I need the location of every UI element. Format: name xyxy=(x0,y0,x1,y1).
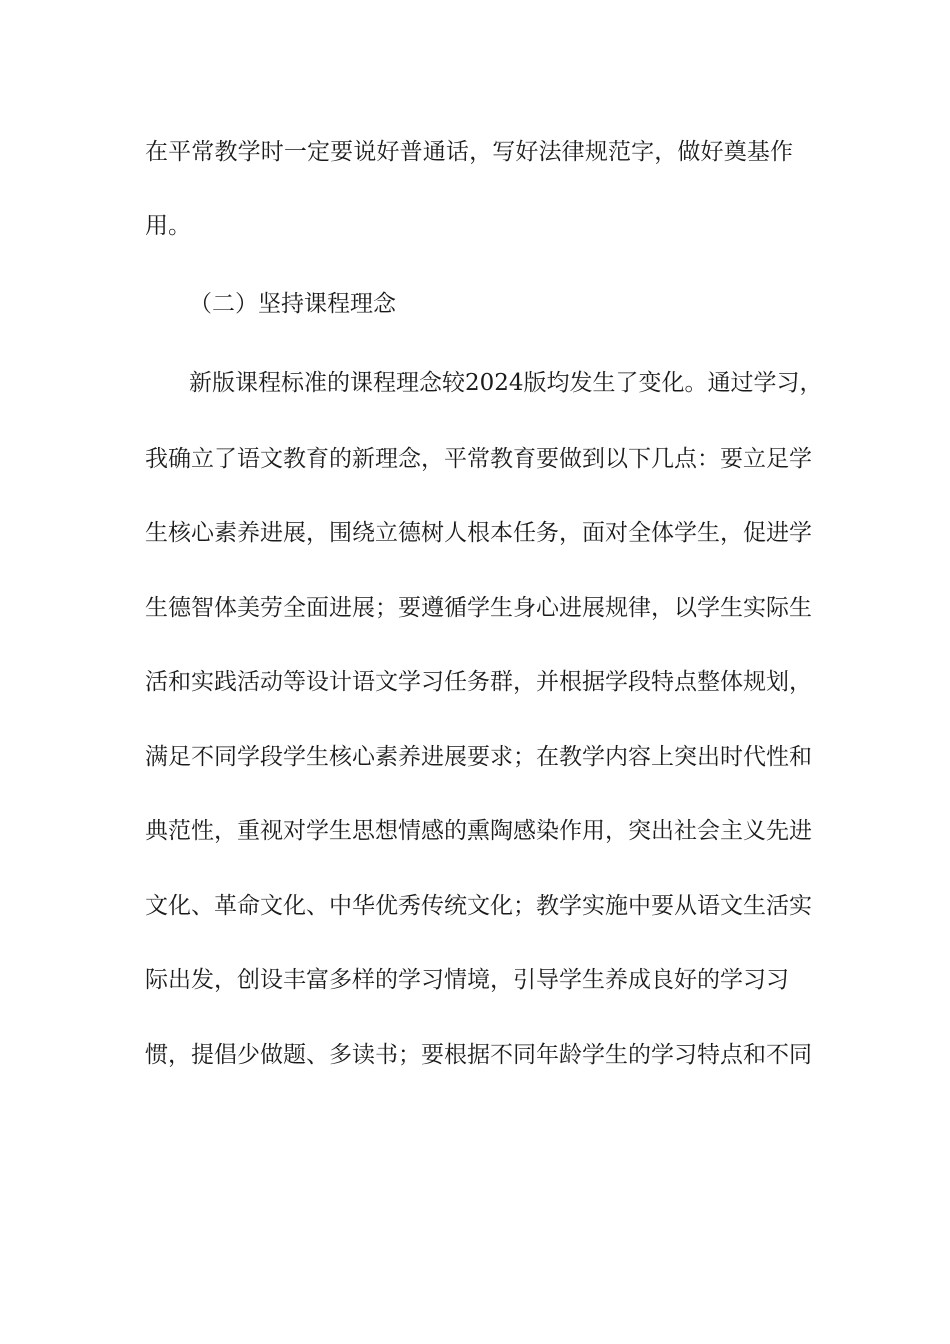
paragraph-line: 满足不同学段学生核心素养进展要求；在教学内容上突出时代性和 xyxy=(145,744,812,770)
section-heading: （二）坚持课程理念 xyxy=(189,291,396,317)
paragraph-line: 生德智体美劳全面进展；要遵循学生身心进展规律，以学生实际生 xyxy=(145,595,812,621)
paragraph-line: 文化、革命文化、中华优秀传统文化；教学实施中要从语文生活实 xyxy=(145,893,812,919)
paragraph-line: 我确立了语文教育的新理念，平常教育要做到以下几点：要立足学 xyxy=(145,446,812,472)
paragraph-line: 生核心素养进展，围绕立德树人根本任务，面对全体学生，促进学 xyxy=(145,520,812,546)
paragraph-line: 惯，提倡少做题、多读书；要根据不同年龄学生的学习特点和不同 xyxy=(145,1042,812,1068)
paragraph-line: 际出发，创设丰富多样的学习情境，引导学生养成良好的学习习 xyxy=(145,967,789,993)
paragraph-line: 典范性，重视对学生思想情感的熏陶感染作用，突出社会主义先进 xyxy=(145,818,812,844)
paragraph-line: 新版课程标准的课程理念较2024版均发生了变化。通过学习， xyxy=(189,370,823,396)
paragraph-line: 在平常教学时一定要说好普通话，写好法律规范字，做好奠基作 xyxy=(145,139,793,165)
paragraph-line: 活和实践活动等设计语文学习任务群，并根据学段特点整体规划， xyxy=(145,669,812,695)
paragraph-line: 用。 xyxy=(145,213,191,239)
